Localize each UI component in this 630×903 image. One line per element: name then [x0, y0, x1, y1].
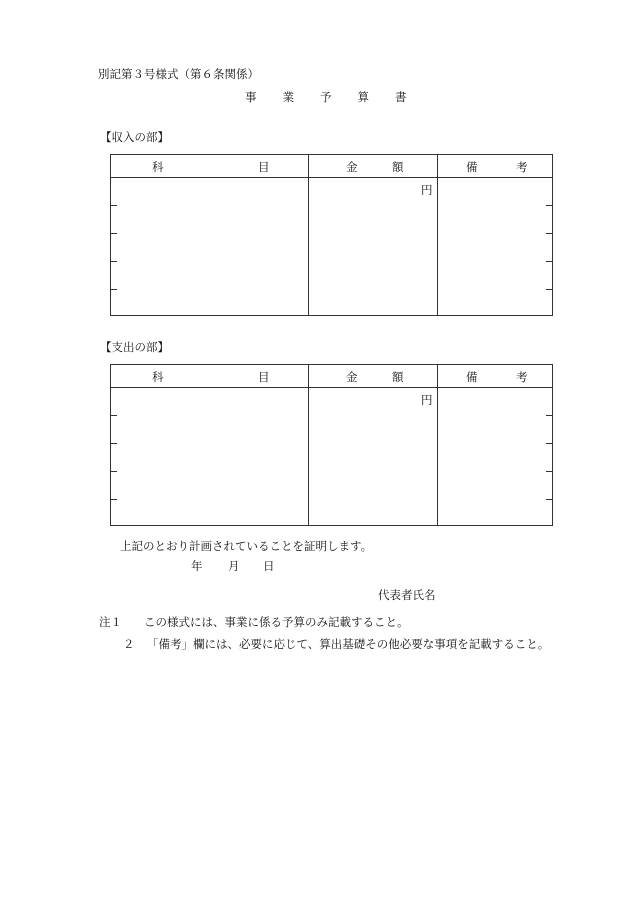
column-divider [437, 155, 438, 315]
expense-table [110, 364, 553, 526]
yen-unit: 円 [421, 183, 433, 197]
certification-text: 上記のとおり計画されていることを証明します。 [120, 539, 373, 553]
row-tick [546, 499, 552, 500]
header-remarks-a: 備 [466, 370, 478, 384]
note-number: ２ [123, 637, 135, 651]
row-tick [546, 233, 552, 234]
row-tick [546, 415, 552, 416]
row-tick [111, 471, 117, 472]
note-number: 注１ [99, 615, 122, 629]
row-tick [111, 499, 117, 500]
row-tick [111, 415, 117, 416]
header-remarks-b: 考 [516, 160, 528, 174]
representative-label: 代表者氏名 [378, 588, 436, 602]
note-text: 「備考」欄には、必要に応じて、算出基礎その他必要な事項を記載すること。 [147, 637, 550, 651]
expense-table-header [111, 365, 552, 388]
header-subject-a: 科 [152, 160, 164, 174]
row-tick [546, 443, 552, 444]
income-table-header [111, 155, 552, 178]
income-section-label: 【収入の部】 [100, 130, 169, 144]
column-divider [437, 365, 438, 525]
header-amount-a: 金 [346, 370, 358, 384]
column-divider [308, 155, 309, 315]
header-subject-b: 目 [258, 370, 270, 384]
header-amount-a: 金 [346, 160, 358, 174]
expense-section-label: 【支出の部】 [100, 340, 169, 354]
column-divider [308, 365, 309, 525]
yen-unit: 円 [421, 393, 433, 407]
row-tick [546, 261, 552, 262]
date-month: 月 [228, 559, 240, 573]
form-label: 別記第３号様式（第６条関係） [98, 67, 259, 81]
row-tick [111, 233, 117, 234]
row-tick [111, 261, 117, 262]
header-amount-b: 額 [392, 370, 404, 384]
note-text: この様式には、事業に係る予算のみ記載すること。 [144, 615, 409, 629]
page-title: 事 業 予 算 書 [245, 90, 408, 104]
row-tick [546, 289, 552, 290]
row-tick [546, 471, 552, 472]
date-year: 年 [191, 559, 203, 573]
row-tick [111, 289, 117, 290]
row-tick [111, 205, 117, 206]
row-tick [546, 205, 552, 206]
header-subject-a: 科 [152, 370, 164, 384]
header-amount-b: 額 [392, 160, 404, 174]
header-subject-b: 目 [258, 160, 270, 174]
header-remarks-a: 備 [466, 160, 478, 174]
row-tick [111, 443, 117, 444]
income-table [110, 154, 553, 316]
header-remarks-b: 考 [516, 370, 528, 384]
date-day: 日 [263, 559, 275, 573]
